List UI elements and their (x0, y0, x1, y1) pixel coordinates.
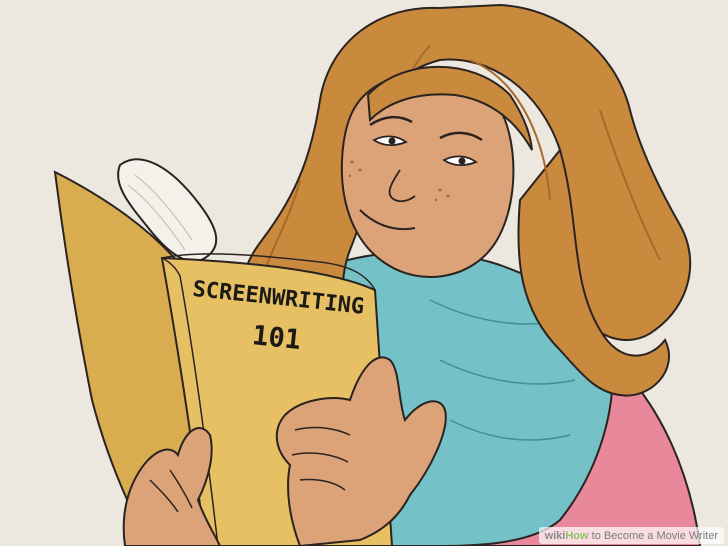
right-pupil (459, 158, 466, 165)
watermark-caption: to Become a Movie Writer (588, 530, 718, 542)
left-pupil (389, 138, 396, 145)
book-title-line2: 101 (250, 320, 303, 357)
wikihow-watermark (539, 527, 724, 544)
book-title-line1: SCREENWRITING (191, 276, 366, 320)
watermark-brand-how: How (565, 530, 589, 542)
watermark-brand-prefix: wiki (544, 530, 566, 542)
